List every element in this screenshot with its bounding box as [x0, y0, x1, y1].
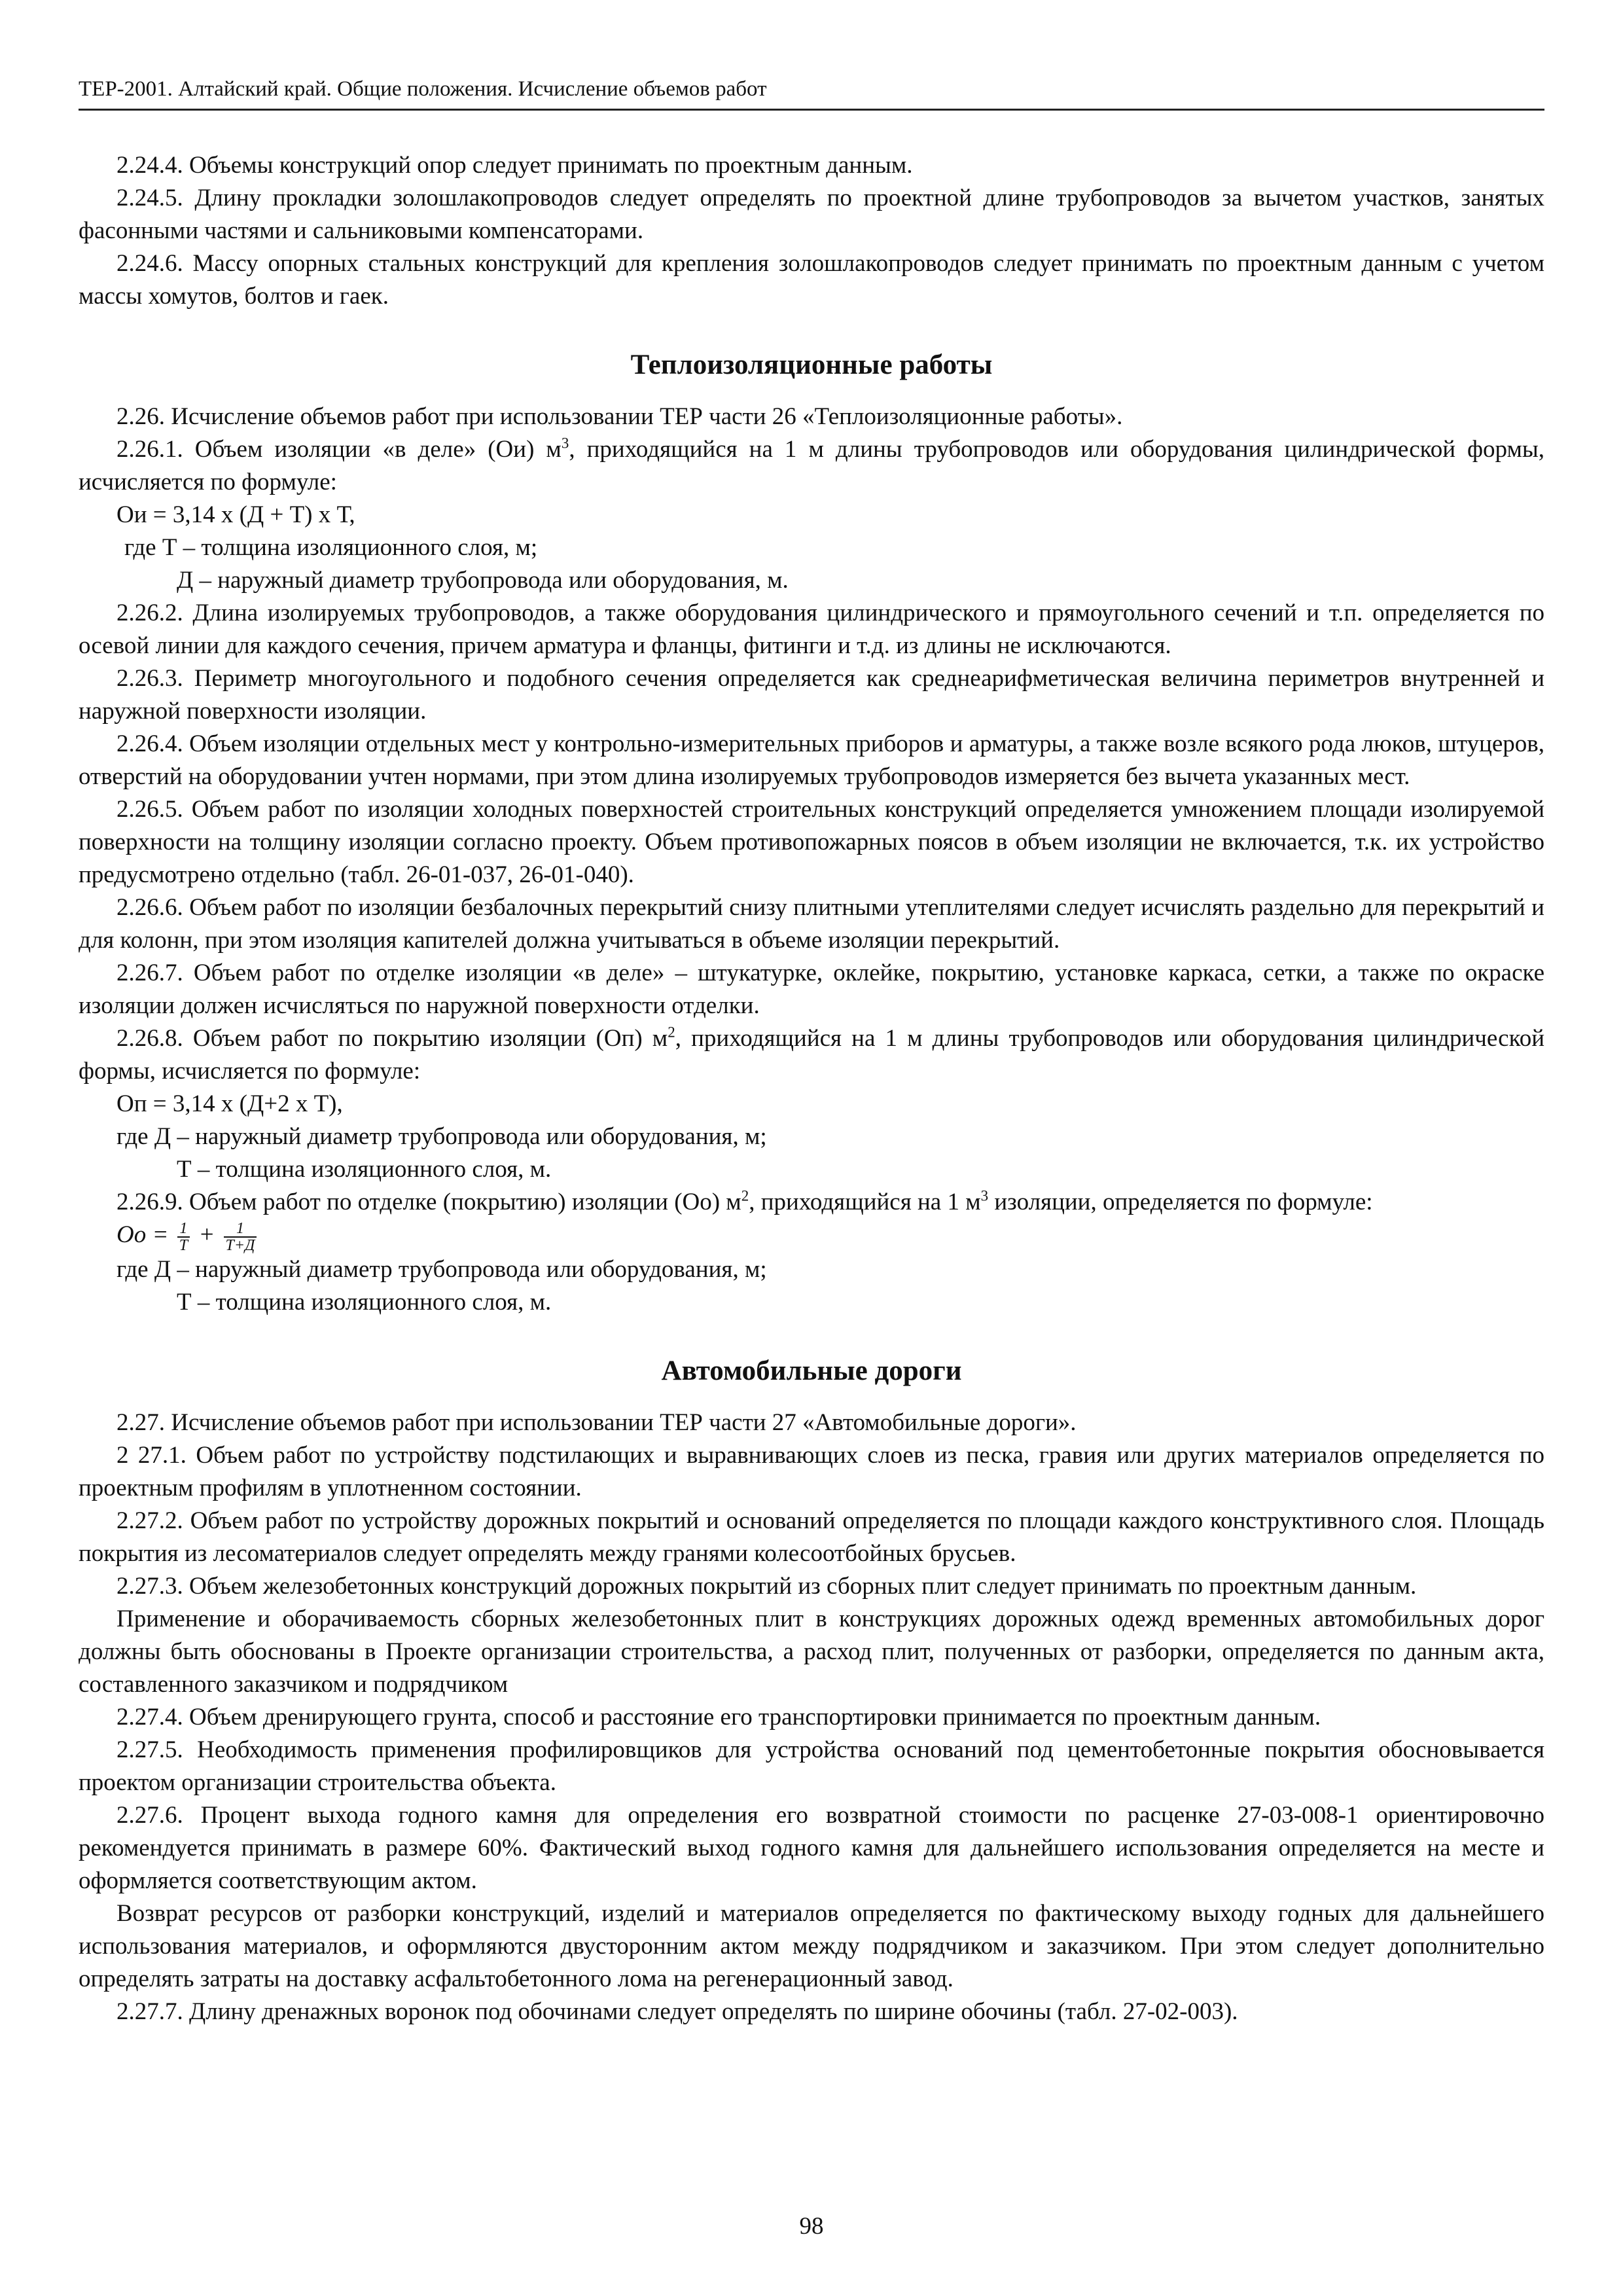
paragraph-2-26-2: 2.26.2. Длина изолируемых трубопроводов, а также оборудования цилиндрического и прямоугольного сечений и т.п. определяется по осевой линии для каждого сечения, причем арматура и фланцы, фитинги и т.д. из длины не исключаются. [79, 600, 1544, 659]
paragraph-resource-return: Возврат ресурсов от разборки конструкций, изделий и материалов определяется по фактическому выходу годных для дальнейшего использования материалов, и оформляются двусторонним актом между подрядчиком и заказчиком. При этом следует дополнительно определять затраты на доставку асфальтобетонного лома на регенерационный завод. [79, 1899, 1544, 1992]
formula-covering-volume: Оп = 3,14 х (Д+2 х Т), [116, 1090, 343, 1117]
formula-legend: Т – толщина изоляционного слоя, м. [177, 1156, 552, 1183]
paragraph-2-27: 2.27. Исчисление объемов работ при использовании ТЕР части 27 «Автомобильные дороги». [116, 1408, 1077, 1436]
formula-legend: где Т – толщина изоляционного слоя, м; [124, 534, 538, 561]
paragraph-text: , приходящийся на 1 м длины трубопроводов или оборудования цилиндрической формы, исчисляется по формуле: [79, 436, 1544, 495]
formula-insulation-volume: Ои = 3,14 х (Д + Т) х Т, [116, 501, 355, 528]
formula-legend: где Д – наружный диаметр трубопровода или оборудования, м; [116, 1255, 767, 1283]
paragraph-slabs-usage: Применение и оборачиваемость сборных железобетонных плит в конструкциях дорожных одежд временных автомобильных дорог должны быть обоснованы в Проекте организации строительства, а расход плит, полученных от разборки, определяется по данным акта, составленного заказчиком и подрядчиком [79, 1605, 1544, 1698]
superscript: 3 [561, 435, 569, 452]
paragraph-2-26-4: 2.26.4. Объем изоляции отдельных мест у контрольно-измерительных приборов и арматуры, а также возле всякого рода люков, штуцеров, отверстий на оборудовании учтен нормами, при этом длина изолируемых трубопроводов измеряется без вычета указанных мест. [79, 730, 1544, 790]
section-heading-roads: Автомобильные дороги [661, 1355, 962, 1386]
formula-finishing-volume [79, 1219, 1544, 1253]
paragraph-text: , приходящийся на 1 м длины трубопроводов или оборудования цилиндрической формы, исчисляется по формуле: [79, 1025, 1544, 1085]
paragraph-2-27-7: 2.27.7. Длину дренажных воронок под обочинами следует определять по ширине обочины (табл. 27-02-003). [116, 1998, 1238, 2025]
formula-lhs: Оо = [116, 1221, 175, 1248]
paragraph-2-27-1: 2 27.1. Объем работ по устройству подстилающих и выравнивающих слоев из песка, гравия или других материалов определяется по проектным профилям в уплотненном состоянии. [79, 1441, 1544, 1501]
paragraph-2-27-5: 2.27.5. Необходимость применения профилировщиков для устройства оснований под цементобетонные покрытия обосновывается проектом организации строительства объекта. [79, 1736, 1544, 1796]
superscript: 2 [668, 1024, 675, 1041]
superscript: 2 [741, 1187, 749, 1204]
paragraph-2-26: 2.26. Исчисление объемов работ при использовании ТЕР части 26 «Теплоизоляционные работы». [116, 403, 1123, 430]
paragraph-2-24-4: 2.24.4. Объемы конструкций опор следует принимать по проектным данным. [116, 152, 913, 179]
fraction-numerator: 1 [224, 1221, 257, 1238]
formula-legend: Д – наружный диаметр трубопровода или оборудования, м. [177, 567, 789, 594]
page-content [79, 149, 1544, 2028]
paragraph-2-24-6: 2.24.6. Массу опорных стальных конструкций для крепления золошлакопроводов следует принимать по проектным данным с учетом массы хомутов, болтов и гаек. [79, 250, 1544, 310]
paragraph-2-26-6: 2.26.6. Объем работ по изоляции безбалочных перекрытий снизу плитными утеплителями следует исчислять раздельно для перекрытий и для колонн, при этом изоляция капителей должна учитываться в объеме изоляции перекрытий. [79, 894, 1544, 954]
superscript: 3 [980, 1187, 989, 1204]
paragraph-2-26-5: 2.26.5. Объем работ по изоляции холодных поверхностей строительных конструкций определяется умножением площади изолируемой поверхности на толщину изоляции согласно проекту. Объем противопожарных поясов в объем изоляции не включается, т.к. их устройство предусмотрено отдельно (табл. 26-01-037, 26-01-040). [79, 796, 1544, 888]
fraction-denominator: T [179, 1236, 188, 1254]
paragraph-2-26-3: 2.26.3. Периметр многоугольного и подобного сечения определяется как среднеарифметическая величина периметров внутренней и наружной поверхности изоляции. [79, 665, 1544, 725]
paragraph-text: 2.26.9. Объем работ по отделке (покрытию) изоляции (Оо) м [116, 1189, 741, 1215]
paragraph-2-27-2: 2.27.2. Объем работ по устройству дорожных покрытий и оснований определяется по площади каждого конструктивного слоя. Площадь покрытия из лесоматериалов следует определять между гранями колесоотбойных брусьев. [79, 1507, 1544, 1567]
paragraph-2-27-4: 2.27.4. Объем дренирующего грунта, способ и расстояние его транспортировки принимается по проектным данным. [116, 1703, 1321, 1731]
paragraph-2-27-3: 2.27.3. Объем железобетонных конструкций дорожных покрытий из сборных плит следует принимать по проектным данным. [116, 1572, 1417, 1600]
paragraph-2-26-1 [79, 433, 1544, 499]
paragraph-text: 2.26.1. Объем изоляции «в деле» (Ои) м [116, 436, 562, 463]
paragraph-text: 2.26.8. Объем работ по покрытию изоляции (Оп) м [116, 1025, 668, 1052]
fraction [224, 1221, 257, 1253]
section-heading-thermal-insulation: Теплоизоляционные работы [630, 350, 993, 380]
paragraph-2-26-9 [79, 1186, 1544, 1219]
plus-sign: + [192, 1221, 221, 1248]
formula-legend: Т – толщина изоляционного слоя, м. [177, 1288, 552, 1316]
fraction [177, 1221, 190, 1253]
paragraph-2-24-5: 2.24.5. Длину прокладки золошлакопроводов следует определять по проектной длине трубопроводов за вычетом участков, занятых фасонными частями и сальниковыми компенсаторами. [79, 185, 1544, 244]
running-header: ТЕР-2001. Алтайский край. Общие положения. Исчисление объемов работ [79, 73, 1544, 111]
paragraph-text: , приходящийся на 1 м [749, 1189, 981, 1215]
page-number: 98 [799, 2213, 824, 2240]
fraction-numerator: 1 [177, 1221, 190, 1238]
paragraph-text: изоляции, определяется по формуле: [988, 1189, 1373, 1215]
paragraph-2-26-7: 2.26.7. Объем работ по отделке изоляции «в деле» – штукатурке, оклейке, покрытию, установке каркаса, сетки, а также по окраске изоляции должен исчисляться по наружной поверхности отделки. [79, 960, 1544, 1019]
formula-legend: где Д – наружный диаметр трубопровода или оборудования, м; [116, 1123, 767, 1150]
paragraph-2-26-8 [79, 1022, 1544, 1088]
paragraph-2-27-6: 2.27.6. Процент выхода годного камня для определения его возвратной стоимости по расценке 27-03-008-1 ориентировочно рекомендуется принимать в размере 60%. Фактический выход годного камня для дальнейшего использования определяется на месте и оформляется соответствующим актом. [79, 1801, 1544, 1894]
fraction-denominator: Т+Д [225, 1236, 255, 1254]
